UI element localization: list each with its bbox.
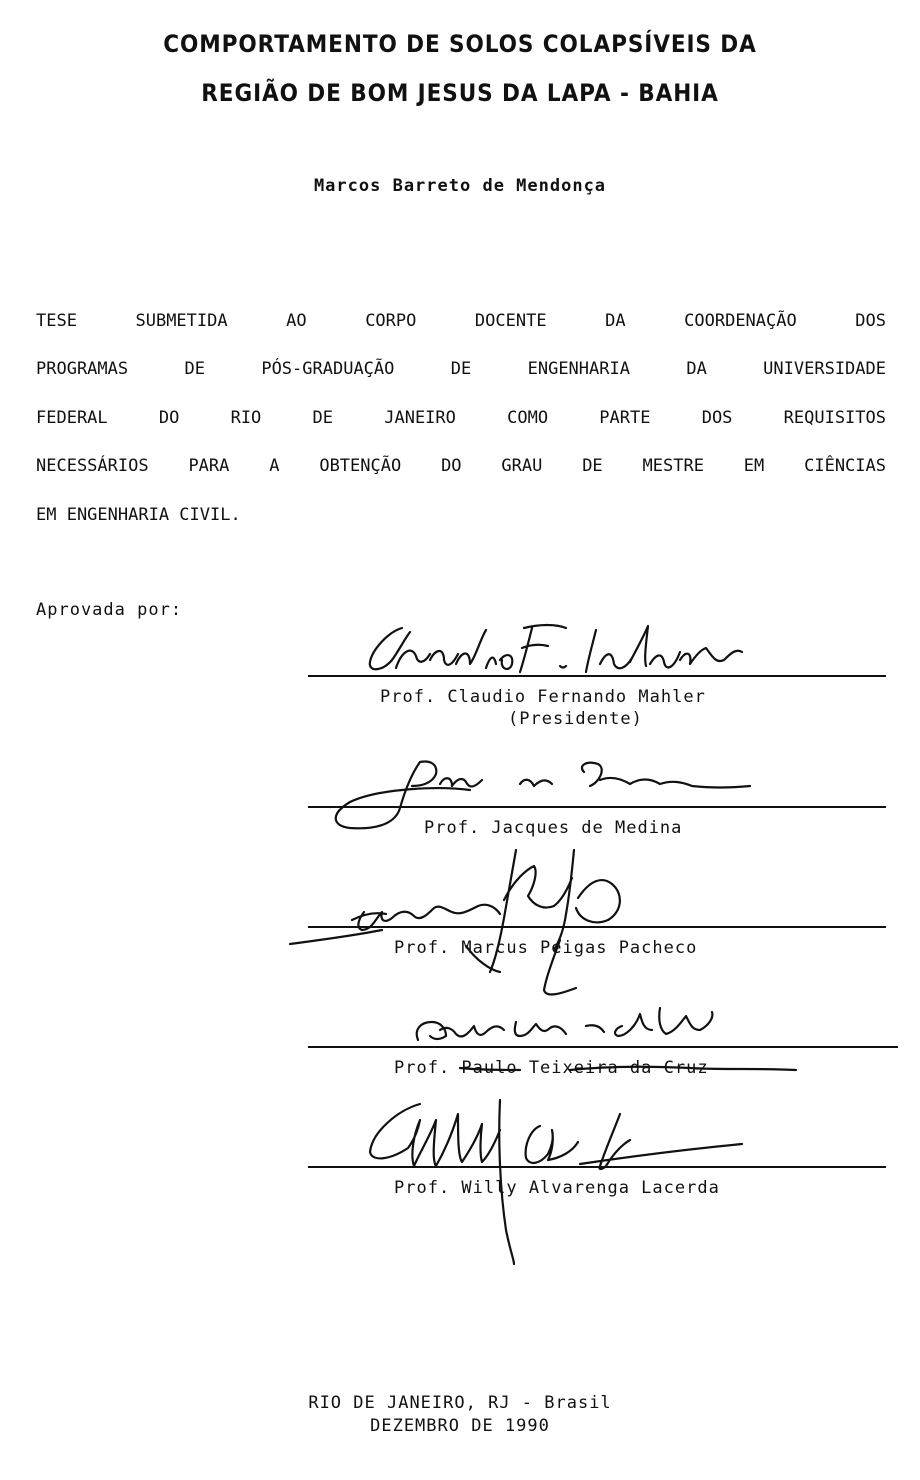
footer-place: RIO DE JANEIRO, RJ - Brasil bbox=[308, 1393, 612, 1413]
committee-member-name: Prof. Willy Alvarenga Lacerda bbox=[394, 1178, 720, 1198]
handwritten-signature bbox=[370, 625, 742, 672]
committee-member-name: Prof. Paulo Teixeira da Cruz bbox=[394, 1058, 709, 1078]
signature-line bbox=[308, 1166, 886, 1168]
statement-line-3: FEDERAL DO RIO DE JANEIRO COMO PARTE DOS REQUISITOS bbox=[36, 408, 886, 428]
committee-member-name: Prof. Jacques de Medina bbox=[424, 818, 683, 838]
statement-line-1: TESE SUBMETIDA AO CORPO DOCENTE DA COORDENAÇÃO DOS bbox=[36, 311, 886, 331]
title-line-1: COMPORTAMENTO DE SOLOS COLAPSÍVEIS DA bbox=[163, 30, 757, 58]
approval-label: Aprovada por: bbox=[36, 600, 183, 620]
signature-line bbox=[308, 1046, 898, 1048]
committee-member-name: Prof. Marcus Peigas Pacheco bbox=[394, 938, 698, 958]
signature-line bbox=[308, 675, 886, 677]
signature-line bbox=[308, 806, 886, 808]
footer-date: DEZEMBRO DE 1990 bbox=[370, 1416, 550, 1436]
signature-line bbox=[308, 926, 886, 928]
committee-member-name: Prof. Claudio Fernando Mahler bbox=[380, 687, 706, 707]
author-name: Marcos Barreto de Mendonça bbox=[313, 176, 607, 196]
statement-line-2: PROGRAMAS DE PÓS-GRADUAÇÃO DE ENGENHARIA DA UNIVERSIDADE bbox=[36, 359, 886, 379]
title-line-2: REGIÃO DE BOM JESUS DA LAPA - BAHIA bbox=[201, 79, 719, 107]
statement-line-4: NECESSÁRIOS PARA A OBTENÇÃO DO GRAU DE MESTRE EM CIÊNCIAS bbox=[36, 456, 886, 476]
statement-line-5: EM ENGENHARIA CIVIL. bbox=[36, 505, 241, 525]
committee-member-role: (Presidente) bbox=[508, 709, 643, 729]
handwritten-signature bbox=[290, 850, 620, 994]
